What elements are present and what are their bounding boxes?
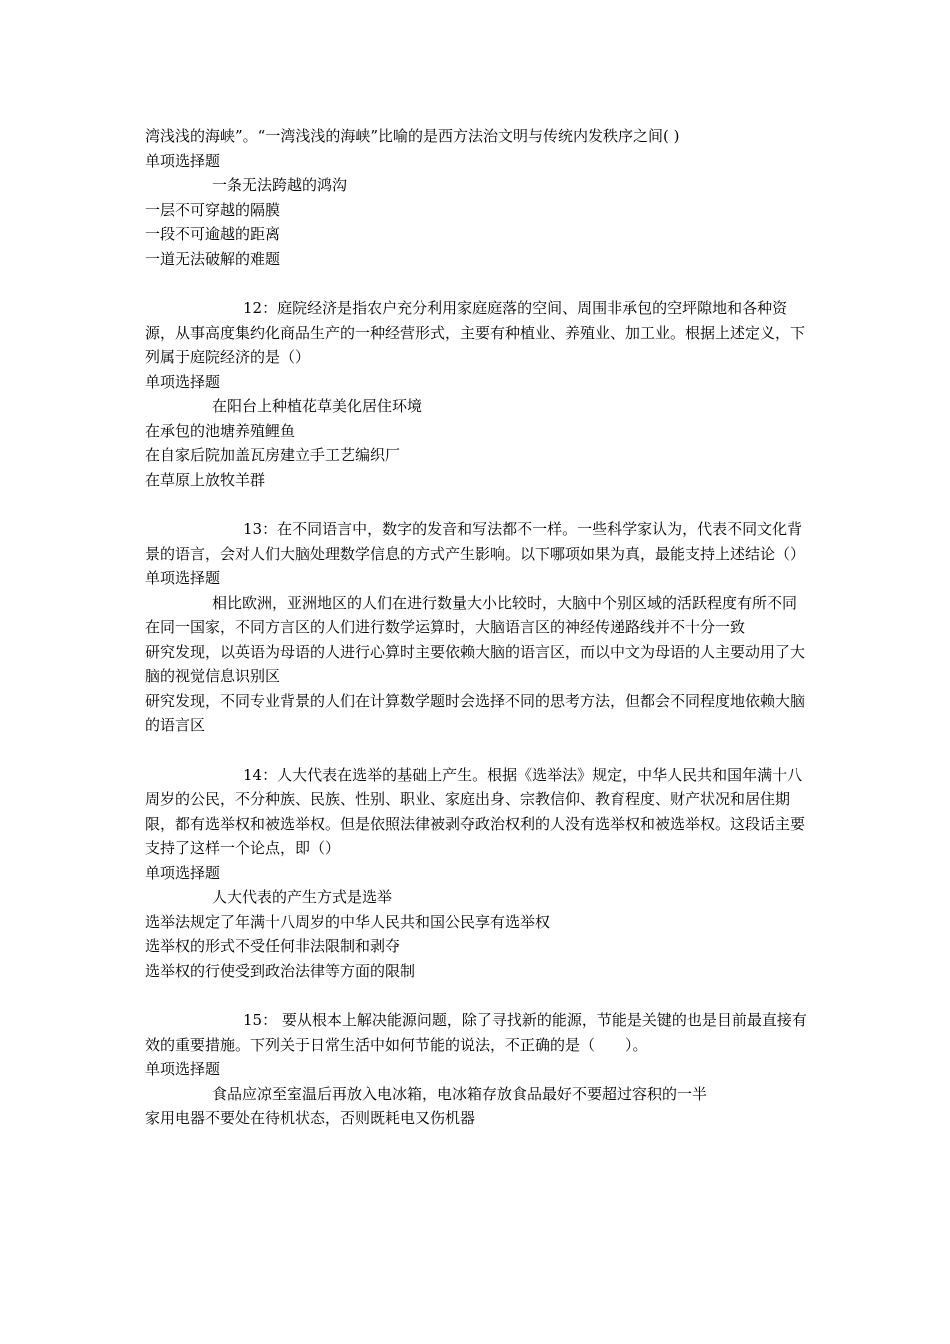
question-14 [145,763,810,984]
question-13-option-b[interactable]: 在同一国家，不同方言区的人们进行数学运算时，大脑语言区的神经传递路线并不十分一致 [145,618,746,636]
question-13-stem: 13：在不同语言中，数字的发音和写法都不一样。一些科学家认为，代表不同文化背景的语言，会对人们大脑处理数学信息的方式产生影响。以下哪项如果为真，最能支持上述结论（） [145,520,806,563]
question-12-type: 单项选择题 [145,372,221,391]
question-13-option-a[interactable]: 相比欧洲，亚洲地区的人们在进行数量大小比较时，大脑中个别区域的活跃程度有所不同 [212,593,798,612]
question-14-option-a[interactable]: 人大代表的产生方式是选举 [212,888,393,906]
question-12 [145,296,810,492]
question-14-type: 单项选择题 [145,863,221,882]
question-14-stem: 14：人大代表在选举的基础上产生。根据《选举法》规定，中华人民共和国年满十八周岁的公民，不分种族、民族、性别、职业、家庭出身、宗教信仰、教育程度、财产状况和居住期限，都有选举权和被选举权。但是依照法律被剥夺政治权利的人没有选举权和被选举权。这段话主要支持了这样一个论点，即（） [145,765,806,857]
question-11-option-d[interactable]: 一道无法破解的难题 [145,249,281,268]
question-15 [145,1008,810,1131]
question-14-option-d[interactable]: 选举权的行使受到政治法律等方面的限制 [145,961,416,980]
question-14-option-c[interactable]: 选举权的形式不受任何非法限制和剥夺 [145,937,401,955]
question-13-option-c[interactable]: 研究发现，以英语为母语的人进行心算时主要依赖大脑的语言区，而以中文为母语的人主要动用了大脑的视觉信息识别区 [145,642,806,685]
question-11-option-c[interactable]: 一段不可逾越的距离 [145,225,281,243]
question-15-option-a[interactable]: 食品应凉至室温后再放入电冰箱，电冰箱存放食品最好不要超过容积的一半 [212,1084,708,1103]
question-12-option-b[interactable]: 在承包的池塘养殖鲤鱼 [145,421,296,440]
question-12-option-a[interactable]: 在阳台上种植花草美化居住环境 [212,397,423,415]
question-13 [145,517,810,738]
question-11-option-a[interactable]: 一条无法跨越的鸿沟 [212,176,348,194]
question-13-option-d[interactable]: 研究发现，不同专业背景的人们在计算数学题时会选择不同的思考方法，但都会不同程度地依赖大脑的语言区 [145,691,806,734]
question-14-option-b[interactable]: 选举法规定了年满十八周岁的中华人民共和国公民享有选举权 [145,912,551,931]
question-12-stem: 12：庭院经济是指农户充分利用家庭庭落的空间、周围非承包的空坪隙地和各种资源，从事高度集约化商品生产的一种经营形式，主要有种植业、养殖业、加工业。根据上述定义，下列属于庭院经济的是（） [145,299,806,366]
document-page [145,124,810,1131]
question-11 [145,124,810,271]
question-13-type: 单项选择题 [145,569,221,587]
question-15-option-b[interactable]: 家用电器不要处在待机状态，否则既耗电又伤机器 [145,1109,476,1127]
question-12-option-d[interactable]: 在草原上放牧羊群 [145,470,266,489]
question-15-stem: 15： 要从根本上解决能源问题，除了寻找新的能源，节能是关键的也是目前最直接有效的重要措施。下列关于日常生活中如何节能的说法，不正确的是（ ）。 [145,1011,807,1054]
question-11-stem: 湾浅浅的海峡”。“一湾浅浅的海峡”比喻的是西方法治文明与传统内发秩序之间( ) [145,127,680,145]
question-12-option-c[interactable]: 在自家后院加盖瓦房建立手工艺编织厂 [145,446,401,464]
question-15-type: 单项选择题 [145,1060,221,1078]
question-11-type: 单项选择题 [145,151,221,170]
question-11-option-b[interactable]: 一层不可穿越的隔膜 [145,200,281,219]
